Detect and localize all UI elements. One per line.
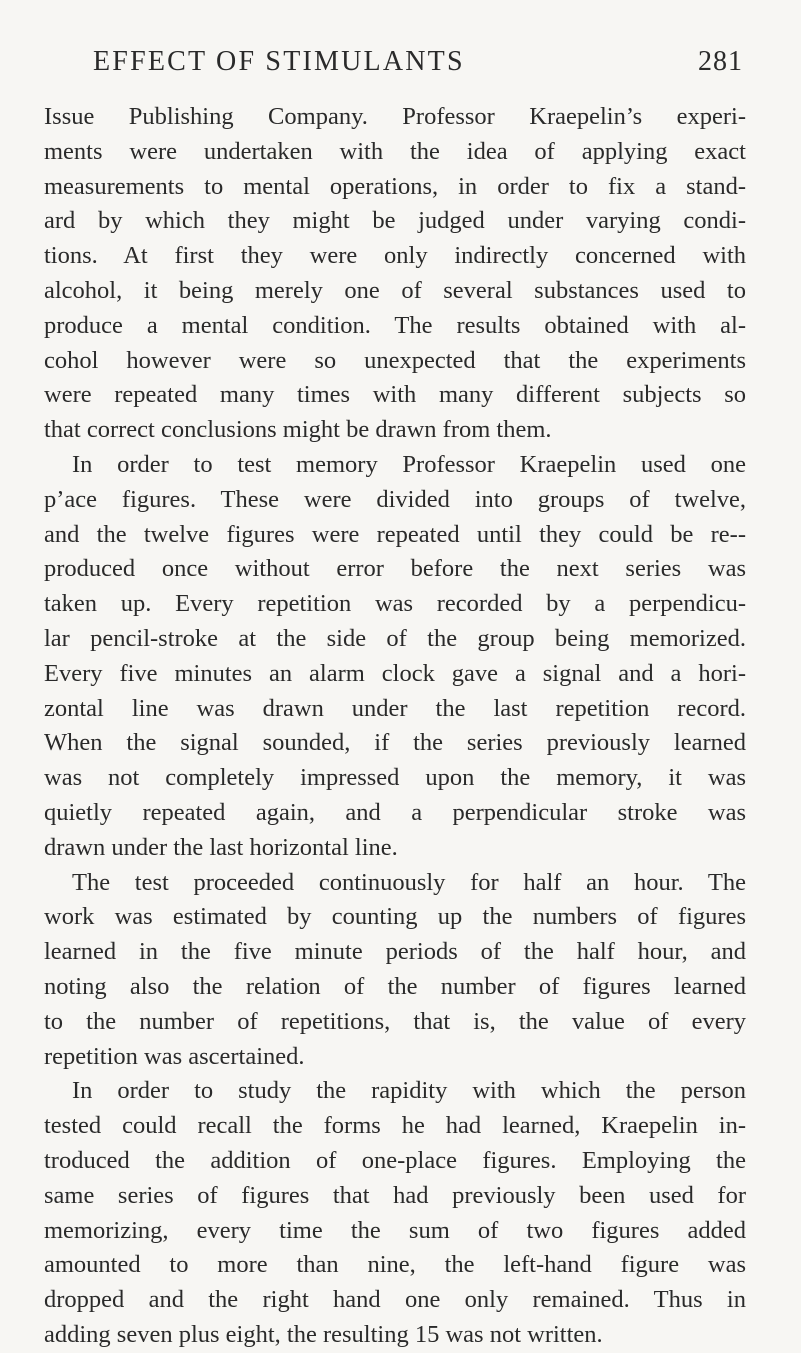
text-line: quietly repeated again, and a perpendicular stroke was [44, 798, 746, 826]
text-line: amounted to more than nine, the left-hand figure was [44, 1251, 746, 1279]
text-line: When the signal sounded, if the series previously learned [44, 729, 746, 757]
text-line: ments were undertaken with the idea of applying exact [44, 137, 746, 165]
text-line: p’ace figures. These were divided into groups of twelve, [44, 485, 746, 513]
text-line: produced once without error before the next series was [44, 555, 746, 583]
text-line: cohol however were so unexpected that the experiments [44, 346, 746, 374]
text-line: The test proceeded continuously for half an hour. The [72, 868, 746, 896]
text-line: measurements to mental operations, in order to fix a stand- [44, 172, 746, 200]
text-line: noting also the relation of the number of figures learned [44, 972, 746, 1000]
text-line: same series of figures that had previously been used for [44, 1181, 746, 1209]
text-line: to the number of repetitions, that is, the value of every [44, 1007, 746, 1035]
text-line: produce a mental condition. The results obtained with al- [44, 311, 746, 339]
text-line: was not completely impressed upon the memory, it was [44, 764, 746, 792]
running-head [93, 46, 743, 86]
text-line: Issue Publishing Company. Professor Kraepelin’s experi- [44, 103, 746, 130]
text-line: troduced the addition of one-place figures. Employing the [44, 1146, 746, 1174]
paragraph [44, 866, 746, 1075]
text-line: taken up. Every repetition was recorded by a perpendicu- [44, 590, 746, 618]
text-line: repetition was ascertained. [44, 1042, 305, 1070]
running-title: EFFECT OF STIMULANTS [93, 46, 465, 77]
text-line: adding seven plus eight, the resulting 15 was not written. [44, 1320, 603, 1348]
text-line: lar pencil-stroke at the side of the group being memorized. [44, 624, 746, 652]
text-line: learned in the five minute periods of the half hour, and [44, 938, 746, 966]
text-line: ard by which they might be judged under varying condi- [44, 207, 746, 235]
text-line: tions. At first they were only indirectly concerned with [44, 242, 746, 270]
text-line: In order to study the rapidity with which the person [72, 1077, 746, 1105]
text-line: and the twelve figures were repeated until they could be re-- [44, 520, 746, 548]
text-line: tested could recall the forms he had learned, Kraepelin in- [44, 1112, 746, 1140]
text-line: alcohol, it being merely one of several substances used to [44, 276, 746, 304]
text-line: drawn under the last horizontal line. [44, 833, 398, 861]
text-line: zontal line was drawn under the last repetition record. [44, 694, 746, 722]
text-line: memorizing, every time the sum of two figures added [44, 1216, 746, 1244]
text-line: work was estimated by counting up the numbers of figures [44, 903, 746, 931]
page-number: 281 [698, 46, 743, 77]
paragraph [44, 448, 746, 866]
text-line: Every five minutes an alarm clock gave a signal and a hori- [44, 659, 746, 687]
text-line: dropped and the right hand one only remained. Thus in [44, 1286, 746, 1314]
paragraph [44, 1074, 746, 1352]
text-line: that correct conclusions might be drawn from them. [44, 416, 552, 444]
text-line: were repeated many times with many different subjects so [44, 381, 746, 409]
body-text [44, 100, 746, 1353]
text-line: In order to test memory Professor Kraepelin used one [72, 450, 746, 478]
paragraph [44, 100, 746, 448]
